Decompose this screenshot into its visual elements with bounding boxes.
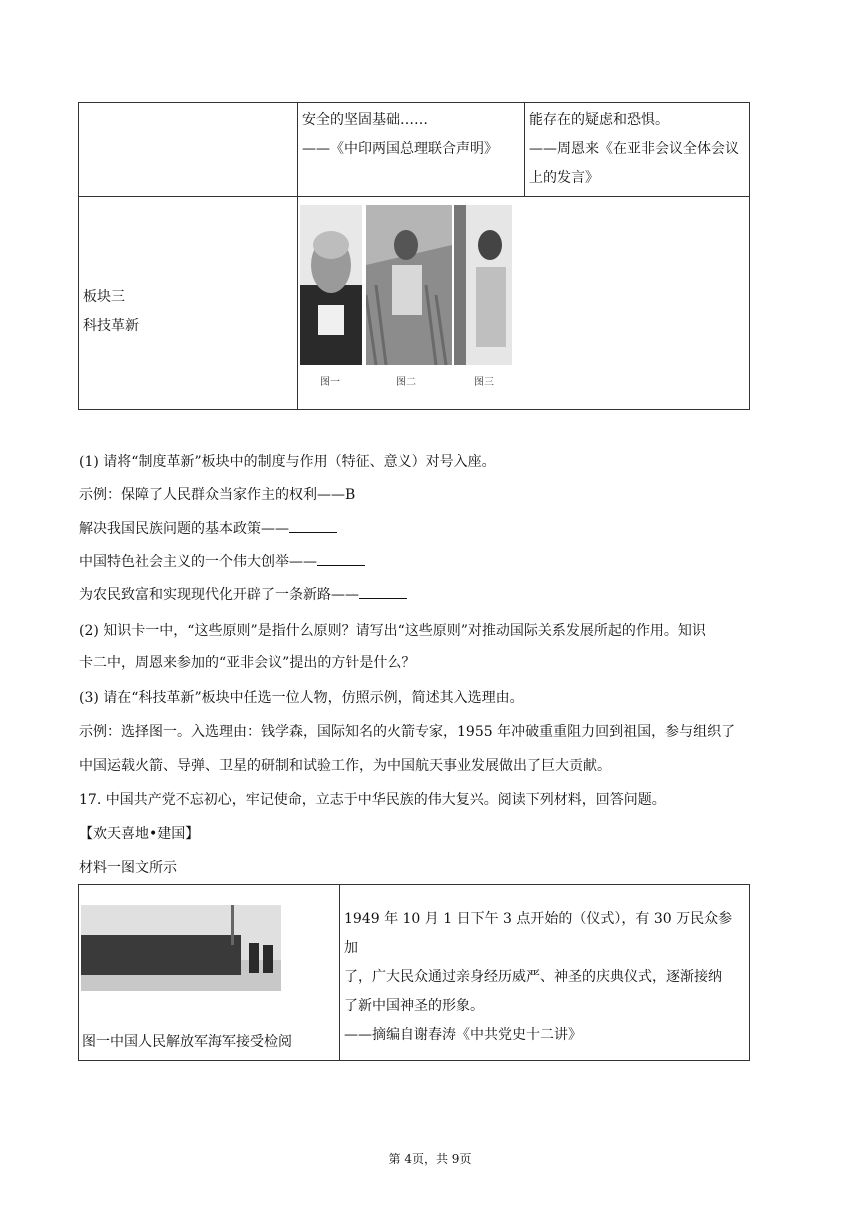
- question-1-example: 示例：保障了人民群众当家作主的权利——B: [79, 487, 356, 503]
- table1-row1-col2-line: ——《中印两国总理联合声明》: [302, 141, 498, 157]
- photo-caption-1: 图一: [320, 377, 340, 388]
- portrait-photo-1: [300, 205, 362, 365]
- answer-blank-1[interactable]: [289, 518, 337, 533]
- portrait-photo-1-image: [300, 205, 362, 365]
- question-2-line-1: (2) 知识卡一中，“这些原则”是指什么原则？请写出“这些原则”对推动国际关系发展所起的作用。知识: [79, 623, 706, 639]
- question-1-item-1: [79, 518, 337, 539]
- question-1: (1) 请将“制度革新”板块中的制度与作用（特征、意义）对号入座。: [79, 454, 496, 470]
- question-3-example-line-1: 示例：选择图一。入选理由：钱学森，国际知名的火箭专家，1955 年冲破重重阻力回到祖国，参与组织了: [79, 724, 736, 740]
- section-label-line: 板块三: [83, 288, 125, 305]
- page-footer: 第 4页，共 9页: [388, 1152, 472, 1166]
- table1-row1-col3-line: ——周恩来《在亚非会议全体会议: [529, 141, 739, 157]
- photo-caption-2: 图二: [396, 377, 416, 388]
- portrait-photo-2: [366, 205, 452, 365]
- table1-row2-photos: [298, 197, 750, 410]
- section-heading: 【欢天喜地•建国】: [79, 826, 200, 842]
- question-2-line-2: 卡二中，周恩来参加的“亚非会议”提出的方针是什么？: [79, 655, 416, 671]
- question-17-title: 17. 中国共产党不忘初心，牢记使命，立志于中华民族的伟大复兴。阅读下列材料，回答问题。: [79, 792, 666, 808]
- material-table: [78, 884, 750, 1061]
- photo-caption: 图一中国人民解放军海军接受检阅: [82, 1034, 292, 1050]
- table1-row1-col3-line: 上的发言》: [529, 170, 599, 186]
- question-3: (3) 请在“科技革新”板块中任选一位人物，仿照示例，简述其入选理由。: [79, 690, 524, 706]
- question-3-example-line-2: 中国运载火箭、导弹、卫星的研制和试验工作，为中国航天事业发展做出了巨大贡献。: [79, 758, 611, 774]
- photo-caption-3: 图三: [474, 377, 494, 388]
- material-text-line: 1949 年 10 月 1 日下午 3 点开始的（仪式），有 30 万民众参加: [344, 911, 733, 956]
- table1-row1-col3-line: 能存在的疑虑和恐惧。: [529, 112, 669, 128]
- answer-blank-3[interactable]: [359, 584, 407, 599]
- table1-row2-label: [79, 197, 298, 410]
- question-1-item-1-text: 解决我国民族问题的基本政策——: [79, 521, 289, 537]
- table1-row1-col2-line: 安全的坚固基础……: [302, 112, 428, 128]
- question-1-item-3: [79, 584, 407, 605]
- navy-review-photo: [81, 905, 281, 991]
- answer-blank-2[interactable]: [317, 551, 365, 566]
- material-text-cell: [340, 885, 750, 1061]
- portrait-photo-3: [454, 205, 512, 365]
- top-table: [78, 102, 750, 410]
- material-photo-cell: [79, 885, 340, 1061]
- portrait-photo-3-image: [454, 205, 512, 365]
- table1-row1-col2: [298, 103, 525, 197]
- question-1-item-2: [79, 551, 365, 572]
- table1-row1-col3: [525, 103, 750, 197]
- material-text-line: ——摘编自谢春涛《中共党史十二讲》: [344, 1027, 582, 1043]
- portrait-photo-2-image: [366, 205, 452, 365]
- navy-review-photo-image: [81, 905, 281, 991]
- material-text-line: 了，广大民众通过亲身经历威严、神圣的庆典仪式，逐渐接纳: [344, 969, 722, 985]
- question-1-item-2-text: 中国特色社会主义的一个伟大创举——: [79, 554, 317, 570]
- table1-row1-col1: [79, 103, 298, 197]
- section-label-line: 科技革新: [83, 317, 139, 334]
- material-label: 材料一图文所示: [79, 860, 177, 876]
- material-text-line: 了新中国神圣的形象。: [344, 998, 484, 1014]
- question-1-item-3-text: 为农民致富和实现现代化开辟了一条新路——: [79, 587, 359, 603]
